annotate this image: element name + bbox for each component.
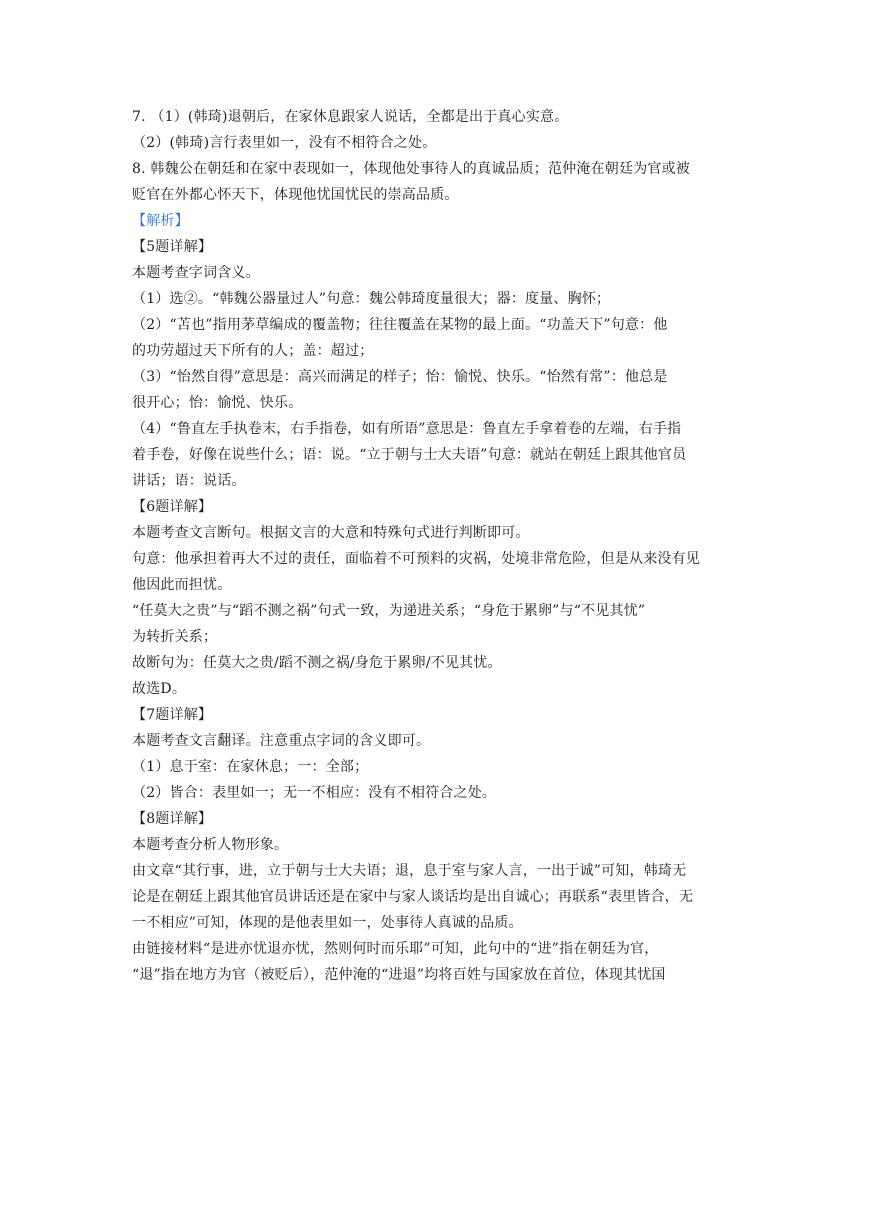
q6-meaning-line-1: 句意：他承担着再大不过的责任，面临着不可预料的灾祸，处境非常危险，但是从来没有见 (132, 551, 700, 567)
q5-intro: 本题考查字词含义。 (132, 265, 260, 281)
q8-para-1-line-3: 一不相应”可知，体现的是他表里如一，处事待人真诚的品质。 (132, 915, 523, 931)
q5-item-4-line-1: （4）“鲁直左手执卷末，右手指卷，如有所语”意思是：鲁直左手拿着卷的左端，右手指 (132, 421, 682, 437)
q5-heading: 【5题详解】 (132, 239, 213, 255)
q6-structure-line-2: 为转折关系； (132, 629, 218, 645)
q8-para-1-line-1: 由文章“其行事，进，立于朝与士大夫语；退，息于室与家人言，一出于诚”可知，韩琦无 (132, 863, 687, 879)
answer-7-2: （2）(韩琦)言行表里如一，没有不相符合之处。 (132, 135, 437, 151)
q5-item-3-line-1: （3）“怡然自得”意思是：高兴而满足的样子；怡：愉悦、快乐。“怡然有常”：他总是 (132, 369, 668, 385)
q5-item-2-line-1: （2）“苫也”指用茅草编成的覆盖物；往往覆盖在某物的最上面。“功盖天下”句意：他 (132, 317, 668, 333)
q6-heading: 【6题详解】 (132, 499, 213, 515)
q6-break: 故断句为：任莫大之贵/蹈不测之祸/身危于累卵/不见其忧。 (132, 655, 502, 671)
q6-meaning-line-2: 他因此而担忧。 (132, 577, 232, 593)
q8-para-2-line-1: 由链接材料“是进亦忧退亦忧，然则何时而乐耶”可知，此句中的“进”指在朝廷为官， (132, 941, 659, 957)
q5-item-1: （1）选②。“韩魏公器量过人”句意：魏公韩琦度量很大；器：度量、胸怀； (132, 291, 611, 307)
q5-item-2-line-2: 的功劳超过天下所有的人；盖：超过； (132, 343, 374, 359)
answer-8-line-2: 贬官在外都心怀天下，体现他忧国忧民的崇高品质。 (132, 187, 459, 203)
q7-heading: 【7题详解】 (132, 707, 213, 723)
q5-item-3-line-2: 很开心；怡：愉悦、快乐。 (132, 395, 303, 411)
answer-content (132, 104, 742, 988)
q8-heading: 【8题详解】 (132, 811, 213, 827)
q5-item-4-line-3: 讲话；语：说话。 (132, 473, 246, 489)
q8-para-2-line-2: “退”指在地方为官（被贬后），范仲淹的“进退”均将百姓与国家放在首位，体现其忧国 (132, 967, 666, 983)
q5-item-4-line-2: 着手卷，好像在说些什么；语：说。“立于朝与士大夫语”句意：就站在朝廷上跟其他官员 (132, 447, 687, 463)
answer-8-line-1: 8. 韩魏公在朝廷和在家中表现如一，体现他处事待人的真诚品质；范仲淹在朝廷为官或被 (132, 161, 691, 177)
q7-item-2: （2）皆合：表里如一；无一不相应：没有不相符合之处。 (132, 785, 497, 801)
answer-7-1: 7. （1）(韩琦)退朝后，在家休息跟家人说话，全都是出于真心实意。 (132, 109, 569, 125)
q8-intro: 本题考查分析人物形象。 (132, 837, 289, 853)
q6-structure-line-1: “任莫大之贵”与“蹈不测之祸”句式一致，为递进关系；“身危于累卵”与“不见其忧” (132, 603, 646, 619)
analysis-heading: 【解析】 (132, 213, 189, 229)
q8-para-1-line-2: 论是在朝廷上跟其他官员讲话还是在家中与家人谈话均是出自诚心；再联系“表里皆合，无 (132, 889, 694, 905)
q6-choice: 故选D。 (132, 681, 187, 697)
q7-intro: 本题考查文言翻译。注意重点字词的含义即可。 (132, 733, 431, 749)
q7-item-1: （1）息于室：在家休息；一：全部； (132, 759, 369, 775)
q6-intro: 本题考查文言断句。根据文言的大意和特殊句式进行判断即可。 (132, 525, 530, 541)
